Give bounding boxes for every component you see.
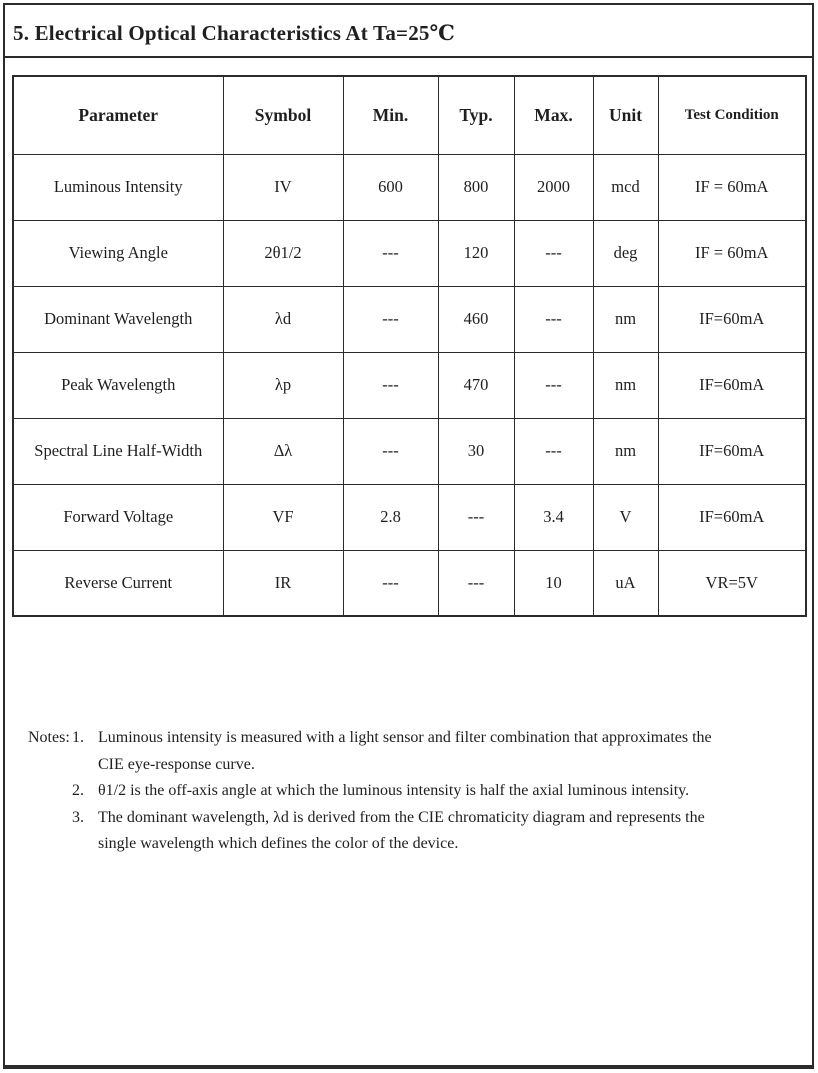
typ-cell: --- <box>438 550 514 616</box>
note-line: single wavelength which defines the color of the device. <box>98 835 459 852</box>
note-line: The dominant wavelength, λd is derived from the CIE chromaticity diagram and represents the <box>98 808 705 826</box>
header-row <box>13 76 806 154</box>
note-item-1 <box>28 725 796 778</box>
column-header-typ: Typ. <box>438 76 514 154</box>
note-line: CIE eye-response curve. <box>98 755 255 773</box>
condition-cell: IF=60mA <box>658 484 806 550</box>
parameter-cell: Spectral Line Half-Width <box>13 418 223 484</box>
unit-cell: nm <box>593 418 658 484</box>
column-header-max: Max. <box>514 76 593 154</box>
parameter-cell: Luminous Intensity <box>13 154 223 220</box>
note-text <box>98 805 796 858</box>
table-row-forward-voltage <box>13 484 806 550</box>
unit-cell: mcd <box>593 154 658 220</box>
max-cell: 3.4 <box>514 484 593 550</box>
parameter-cell: Peak Wavelength <box>13 352 223 418</box>
column-header-parameter: Parameter <box>13 76 223 154</box>
typ-cell: 800 <box>438 154 514 220</box>
max-cell: --- <box>514 286 593 352</box>
max-cell: --- <box>514 352 593 418</box>
condition-cell: IF = 60mA <box>658 220 806 286</box>
typ-cell: 30 <box>438 418 514 484</box>
notes-block <box>28 725 796 858</box>
typ-cell: 470 <box>438 352 514 418</box>
condition-cell: VR=5V <box>658 550 806 616</box>
table-row-luminous-intensity <box>13 154 806 220</box>
parameter-cell: Dominant Wavelength <box>13 286 223 352</box>
note-text <box>98 725 796 778</box>
note-item-2 <box>28 778 796 805</box>
table-row-viewing-angle <box>13 220 806 286</box>
note-number: 1. <box>72 729 84 746</box>
condition-cell: IF=60mA <box>658 352 806 418</box>
condition-cell: IF=60mA <box>658 286 806 352</box>
notes-label-spacer <box>28 805 72 858</box>
note-number: 3. <box>72 808 84 826</box>
condition-cell: IF = 60mA <box>658 154 806 220</box>
symbol-cell: Δλ <box>223 418 343 484</box>
unit-cell: nm <box>593 286 658 352</box>
min-cell: 2.8 <box>343 484 438 550</box>
min-cell: --- <box>343 220 438 286</box>
parameter-cell: Forward Voltage <box>13 484 223 550</box>
unit-cell: deg <box>593 220 658 286</box>
column-header-min: Min. <box>343 76 438 154</box>
table-row-peak-wavelength <box>13 352 806 418</box>
symbol-cell: λd <box>223 286 343 352</box>
unit-cell: uA <box>593 550 658 616</box>
parameter-cell: Viewing Angle <box>13 220 223 286</box>
min-cell: --- <box>343 418 438 484</box>
condition-cell: IF=60mA <box>658 418 806 484</box>
unit-cell: V <box>593 484 658 550</box>
table-row-reverse-current <box>13 550 806 616</box>
max-cell: --- <box>514 220 593 286</box>
typ-cell: 460 <box>438 286 514 352</box>
symbol-cell: IR <box>223 550 343 616</box>
title-section <box>5 5 812 58</box>
note-item-3 <box>28 805 796 858</box>
symbol-cell: VF <box>223 484 343 550</box>
symbol-cell: IV <box>223 154 343 220</box>
note-line: Luminous intensity is measured with a light sensor and filter combination that approximates the <box>98 729 712 746</box>
unit-cell: nm <box>593 352 658 418</box>
characteristics-table <box>12 75 807 617</box>
max-cell: --- <box>514 418 593 484</box>
note-text <box>98 778 796 805</box>
table-row-dominant-wavelength <box>13 286 806 352</box>
page-title: 5. Electrical Optical Characteristics At Ta=25℃ <box>13 20 455 45</box>
column-header-test-condition: Test Condition <box>658 76 806 154</box>
max-cell: 2000 <box>514 154 593 220</box>
min-cell: --- <box>343 550 438 616</box>
datasheet-page <box>3 3 814 1069</box>
min-cell: --- <box>343 286 438 352</box>
table-row-spectral-line-half-width <box>13 418 806 484</box>
column-header-symbol: Symbol <box>223 76 343 154</box>
min-cell: 600 <box>343 154 438 220</box>
notes-label-spacer <box>28 778 72 805</box>
typ-cell: --- <box>438 484 514 550</box>
column-header-unit: Unit <box>593 76 658 154</box>
max-cell: 10 <box>514 550 593 616</box>
typ-cell: 120 <box>438 220 514 286</box>
min-cell: --- <box>343 352 438 418</box>
notes-label: Notes: <box>28 729 70 746</box>
parameter-cell: Reverse Current <box>13 550 223 616</box>
note-line: θ1/2 is the off-axis angle at which the luminous intensity is half the axial luminous intensity. <box>98 782 690 799</box>
symbol-cell: λp <box>223 352 343 418</box>
symbol-cell: 2θ1/2 <box>223 220 343 286</box>
note-number: 2. <box>72 782 84 799</box>
